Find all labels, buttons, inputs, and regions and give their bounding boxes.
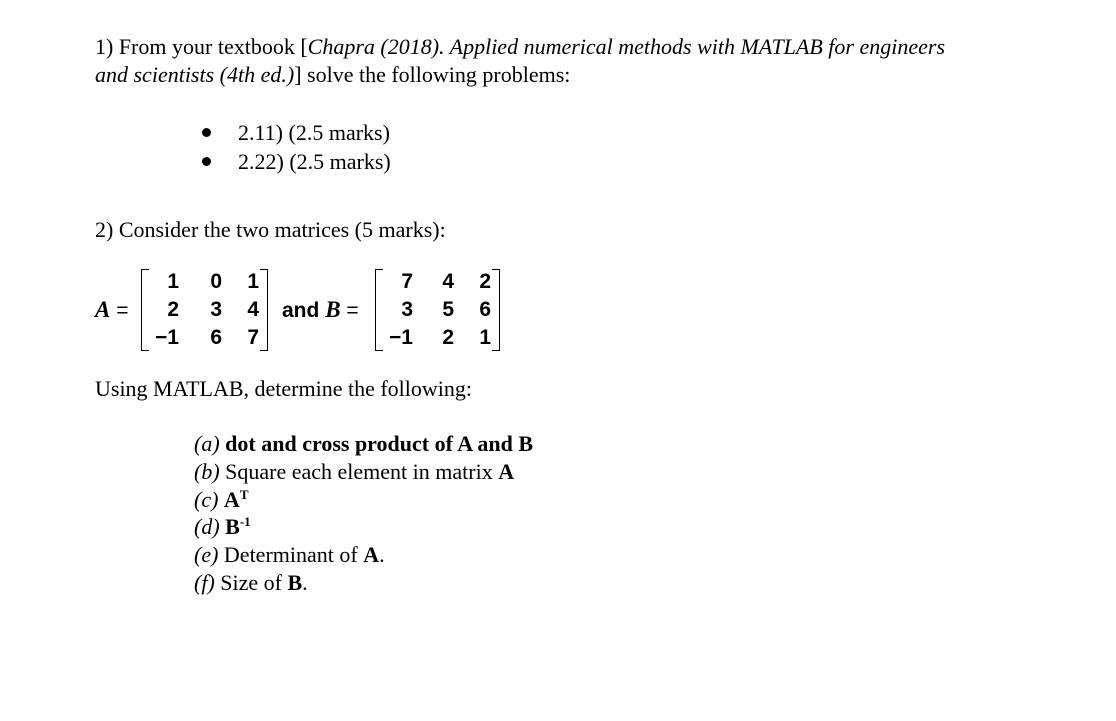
right-bracket: [492, 269, 500, 351]
left-bracket: [375, 269, 383, 351]
matrix-a-label: A =: [95, 297, 129, 322]
problem-list: [196, 118, 391, 176]
list-item: [196, 118, 391, 147]
task-item-f: (f) Size of B.: [194, 570, 308, 595]
problem-label: 2.11) (2.5 marks): [238, 120, 390, 145]
matrix-cell: 0: [210, 270, 222, 293]
matrix-a: [141, 268, 268, 352]
q1-citation-part2: and scientists (4th ed.): [95, 62, 295, 87]
task-item-b: (b) Square each element in matrix A: [194, 459, 515, 484]
question-2-heading: 2) Consider the two matrices (5 marks):: [95, 217, 446, 242]
q1-prefix: 1) From your textbook [: [95, 34, 308, 59]
matrix-cell: 7: [401, 270, 413, 293]
matrix-cell: 6: [479, 298, 491, 321]
matrix-b: [375, 268, 500, 352]
matrix-cell: 4: [247, 298, 259, 321]
task-item-d: (d) $B^{-1}$: [194, 514, 251, 539]
question-1-line-1: [95, 33, 945, 61]
bullet-icon: [202, 128, 211, 137]
task-item-a: (a) dot and cross product of A and B: [194, 431, 534, 456]
matrix-cell: 1: [247, 270, 259, 293]
question-1-line-2: [95, 61, 570, 89]
matrix-cell: 1: [167, 270, 179, 293]
left-bracket: [141, 269, 149, 351]
matrix-cell: 2: [442, 326, 454, 349]
matrix-cell: 2: [479, 270, 491, 293]
task-item-c: (c) $A^T$: [194, 487, 249, 512]
matrix-cell: 3: [210, 298, 222, 321]
q1-citation-part1: Chapra (2018). Applied numerical methods with MATLAB for engineers: [307, 34, 946, 59]
question-2-instruction: Using MATLAB, determine the following:: [95, 376, 473, 401]
bullet-icon: [202, 157, 211, 166]
matrix-cell: 6: [210, 326, 222, 349]
matrix-b-label: and B =: [282, 297, 359, 322]
right-bracket: [260, 269, 268, 351]
matrix-cell: 3: [401, 298, 413, 321]
matrix-cell: 2: [167, 298, 179, 321]
problem-label: 2.22) (2.5 marks): [238, 149, 391, 174]
matrix-cell: −1: [389, 326, 413, 349]
matrix-cell: −1: [155, 326, 179, 349]
matrix-cell: 4: [442, 270, 454, 293]
q1-suffix: ] solve the following problems:: [294, 62, 571, 87]
matrix-cell: 7: [247, 326, 259, 349]
matrix-cell: 1: [479, 326, 491, 349]
matrix-cell: 5: [442, 298, 454, 321]
list-item: [196, 147, 391, 176]
task-item-e: (e) Determinant of A.: [194, 542, 385, 567]
